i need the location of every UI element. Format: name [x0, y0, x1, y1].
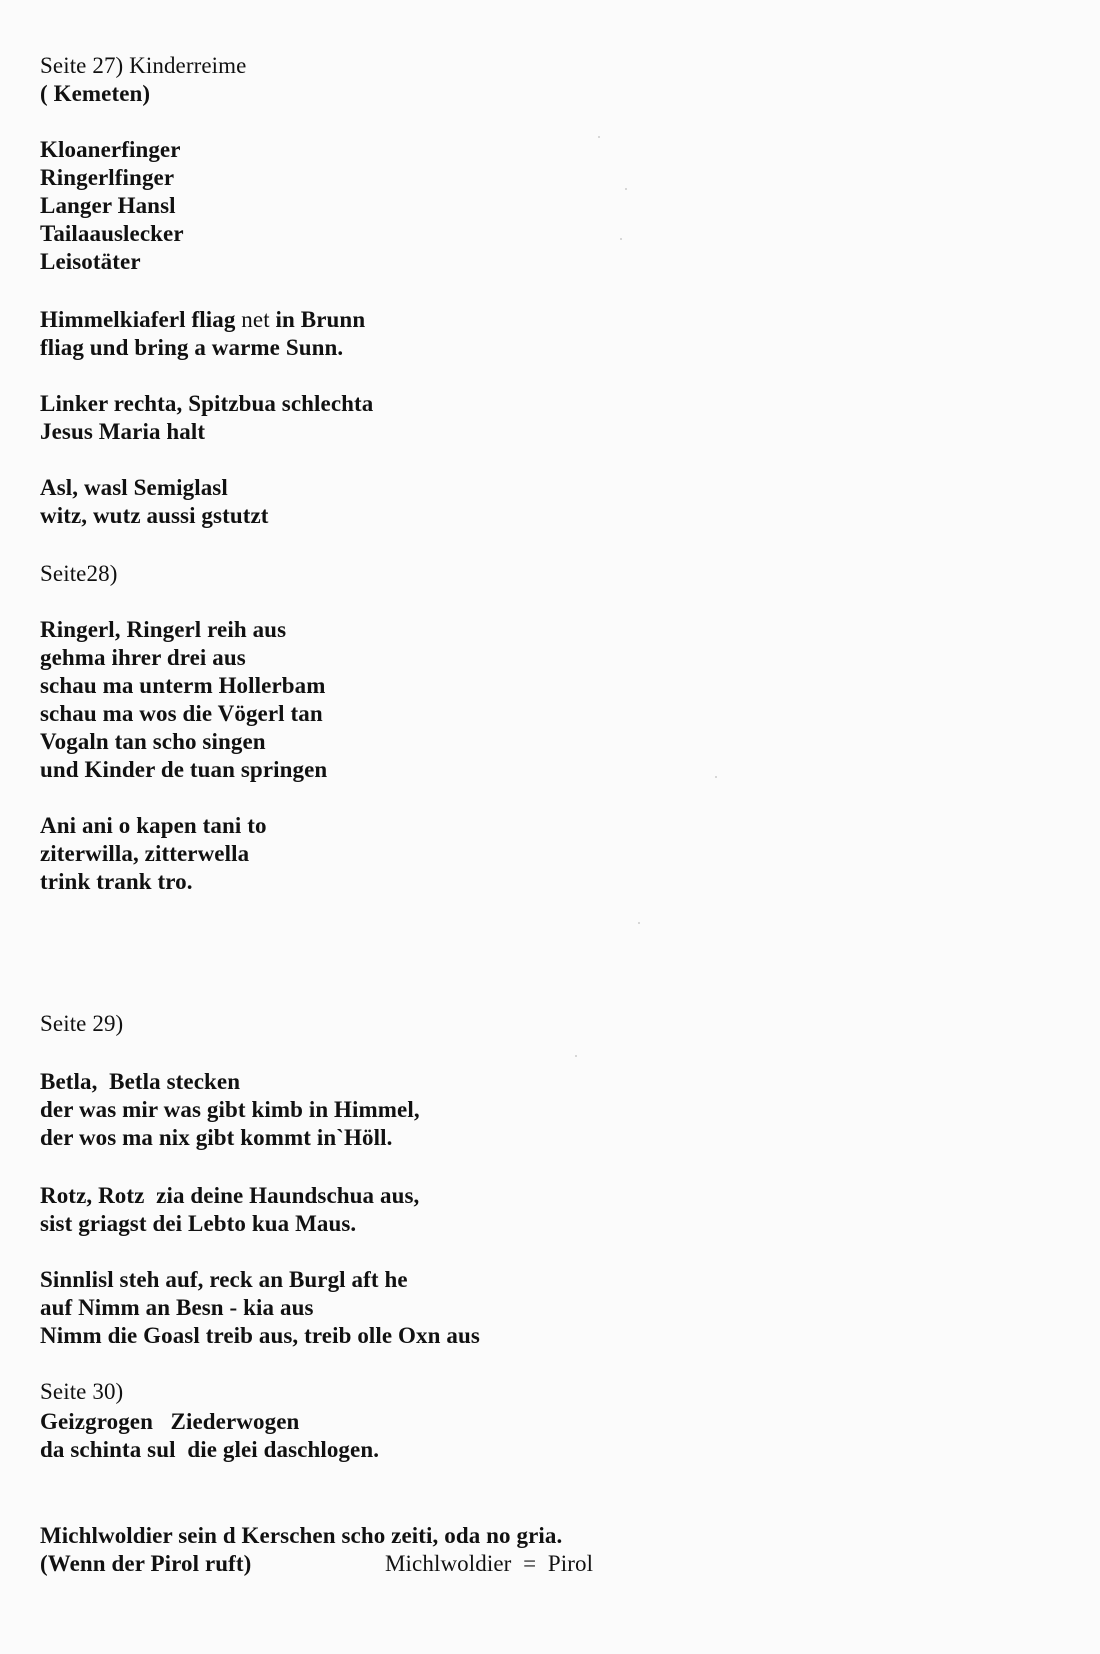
rhyme-line: Vogaln tan scho singen	[40, 729, 266, 754]
rhyme-line: trink trank tro.	[40, 869, 193, 894]
rhyme-line	[40, 306, 365, 334]
rhyme-line: Ringerl, Ringerl reih aus	[40, 617, 287, 642]
rhyme-fragment: Himmelkiaferl fliag	[40, 307, 242, 332]
rhyme-line: Rotz, Rotz zia deine Haundschua aus,	[40, 1183, 420, 1208]
section-header-seite-30: Seite 30)	[40, 1379, 124, 1404]
rhyme-line: schau ma unterm Hollerbam	[40, 673, 326, 698]
rhyme-line: Tailaauslecker	[40, 221, 184, 246]
scan-speck	[620, 238, 622, 240]
rhyme-line: (Wenn der Pirol ruft)	[40, 1551, 252, 1576]
rhyme-line: auf Nimm an Besn - kia aus	[40, 1295, 314, 1320]
rhyme-line: witz, wutz aussi gstutzt	[40, 503, 269, 528]
rhyme-fragment: net	[241, 307, 270, 332]
footnote-pirol: Michlwoldier = Pirol	[385, 1551, 594, 1576]
rhyme-line: Leisotäter	[40, 249, 141, 274]
rhyme-line: Betla, Betla stecken	[40, 1069, 241, 1094]
scan-speck	[625, 188, 627, 190]
rhyme-line: Ani ani o kapen tani to	[40, 813, 267, 838]
rhyme-line: ziterwilla, zitterwella	[40, 841, 250, 866]
rhyme-line: Kloanerfinger	[40, 137, 181, 162]
section-header-seite-27: Seite 27) Kinderreime	[40, 53, 247, 78]
section-header-seite-29: Seite 29)	[40, 1011, 124, 1036]
scan-speck	[598, 136, 600, 138]
rhyme-line: schau ma wos die Vögerl tan	[40, 701, 323, 726]
rhyme-line: Sinnlisl steh auf, reck an Burgl aft he	[40, 1267, 408, 1292]
scan-speck	[715, 776, 717, 778]
rhyme-line: Asl, wasl Semiglasl	[40, 475, 228, 500]
section-subheader-kemeten: ( Kemeten)	[40, 81, 151, 106]
rhyme-line: der was mir was gibt kimb in Himmel,	[40, 1097, 420, 1122]
rhyme-line: Jesus Maria halt	[40, 419, 206, 444]
rhyme-line: gehma ihrer drei aus	[40, 645, 246, 670]
rhyme-line: Langer Hansl	[40, 193, 176, 218]
rhyme-line: sist griagst dei Lebto kua Maus.	[40, 1211, 357, 1236]
scan-speck	[638, 922, 640, 924]
rhyme-line: Geizgrogen Ziederwogen	[40, 1409, 300, 1434]
rhyme-fragment: in Brunn	[269, 307, 366, 332]
rhyme-line: da schinta sul die glei daschlogen.	[40, 1437, 380, 1462]
rhyme-line: der wos ma nix gibt kommt in`Höll.	[40, 1125, 393, 1150]
rhyme-line: fliag und bring a warme Sunn.	[40, 335, 344, 360]
rhyme-line: Linker rechta, Spitzbua schlechta	[40, 391, 374, 416]
rhyme-line: Michlwoldier sein d Kerschen scho zeiti, oda no gria.	[40, 1523, 563, 1548]
rhyme-line: und Kinder de tuan springen	[40, 757, 328, 782]
section-header-seite-28: Seite28)	[40, 561, 118, 586]
rhyme-line: Ringerlfinger	[40, 165, 175, 190]
rhyme-line: Nimm die Goasl treib aus, treib olle Oxn aus	[40, 1323, 480, 1348]
scan-speck	[575, 1055, 577, 1057]
